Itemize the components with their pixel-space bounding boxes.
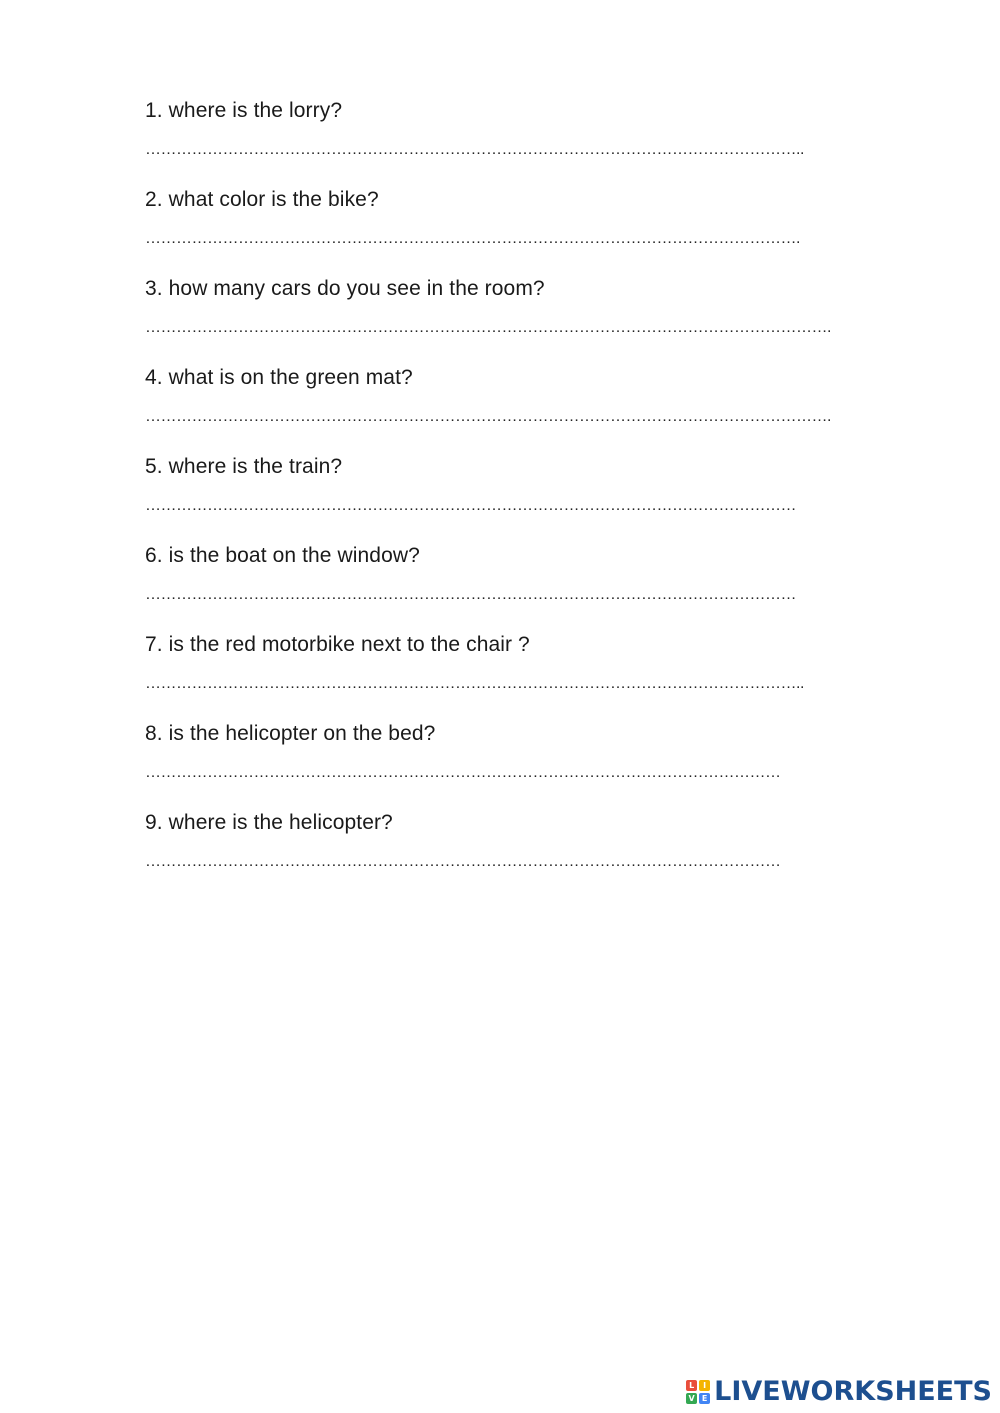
answer-field[interactable]: ………………………………………………………………………………………………………………: [145, 586, 796, 603]
question-5: [145, 452, 875, 541]
question-text: 5. where is the train?: [145, 455, 343, 478]
question-text: 8. is the helicopter on the bed?: [145, 722, 436, 745]
answer-field[interactable]: ……………………………………………………………………………………………………………: [145, 764, 781, 781]
question-7: [145, 630, 875, 719]
brand-logo[interactable]: [686, 1377, 992, 1407]
question-text: 6. is the boat on the window?: [145, 544, 420, 567]
question-text: 9. where is the helicopter?: [145, 811, 393, 834]
question-text: 7. is the red motorbike next to the chair ?: [145, 633, 530, 656]
answer-field[interactable]: ………………………………………………………………………………………………………………: [145, 497, 796, 514]
question-2: [145, 185, 875, 274]
question-text: 3. how many cars do you see in the room?: [145, 277, 545, 300]
question-4: [145, 363, 875, 452]
logo-tile: V: [686, 1393, 697, 1404]
answer-field[interactable]: …………………………………………………………………………………………………………………….: [145, 319, 831, 336]
question-text: 2. what color is the bike?: [145, 188, 379, 211]
logo-tile: I: [699, 1380, 710, 1391]
answer-field[interactable]: ……………………………………………………………………………………………………………….: [145, 230, 800, 247]
question-3: [145, 274, 875, 363]
answer-field[interactable]: ………………………………………………………………………………………………………………..: [145, 675, 804, 692]
question-8: [145, 719, 875, 808]
answer-field[interactable]: ……………………………………………………………………………………………………………: [145, 853, 781, 870]
answer-field[interactable]: ………………………………………………………………………………………………………………..: [145, 141, 804, 158]
logo-tile: E: [699, 1393, 710, 1404]
question-9: [145, 808, 875, 897]
brand-logo-icon: [686, 1380, 710, 1404]
brand-name: LIVEWORKSHEETS: [714, 1376, 992, 1407]
logo-tile: L: [686, 1380, 697, 1391]
worksheet: [145, 96, 875, 897]
question-6: [145, 541, 875, 630]
answer-field[interactable]: …………………………………………………………………………………………………………………….: [145, 408, 831, 425]
question-text: 1. where is the lorry?: [145, 99, 343, 122]
question-text: 4. what is on the green mat?: [145, 366, 413, 389]
question-1: [145, 96, 875, 185]
